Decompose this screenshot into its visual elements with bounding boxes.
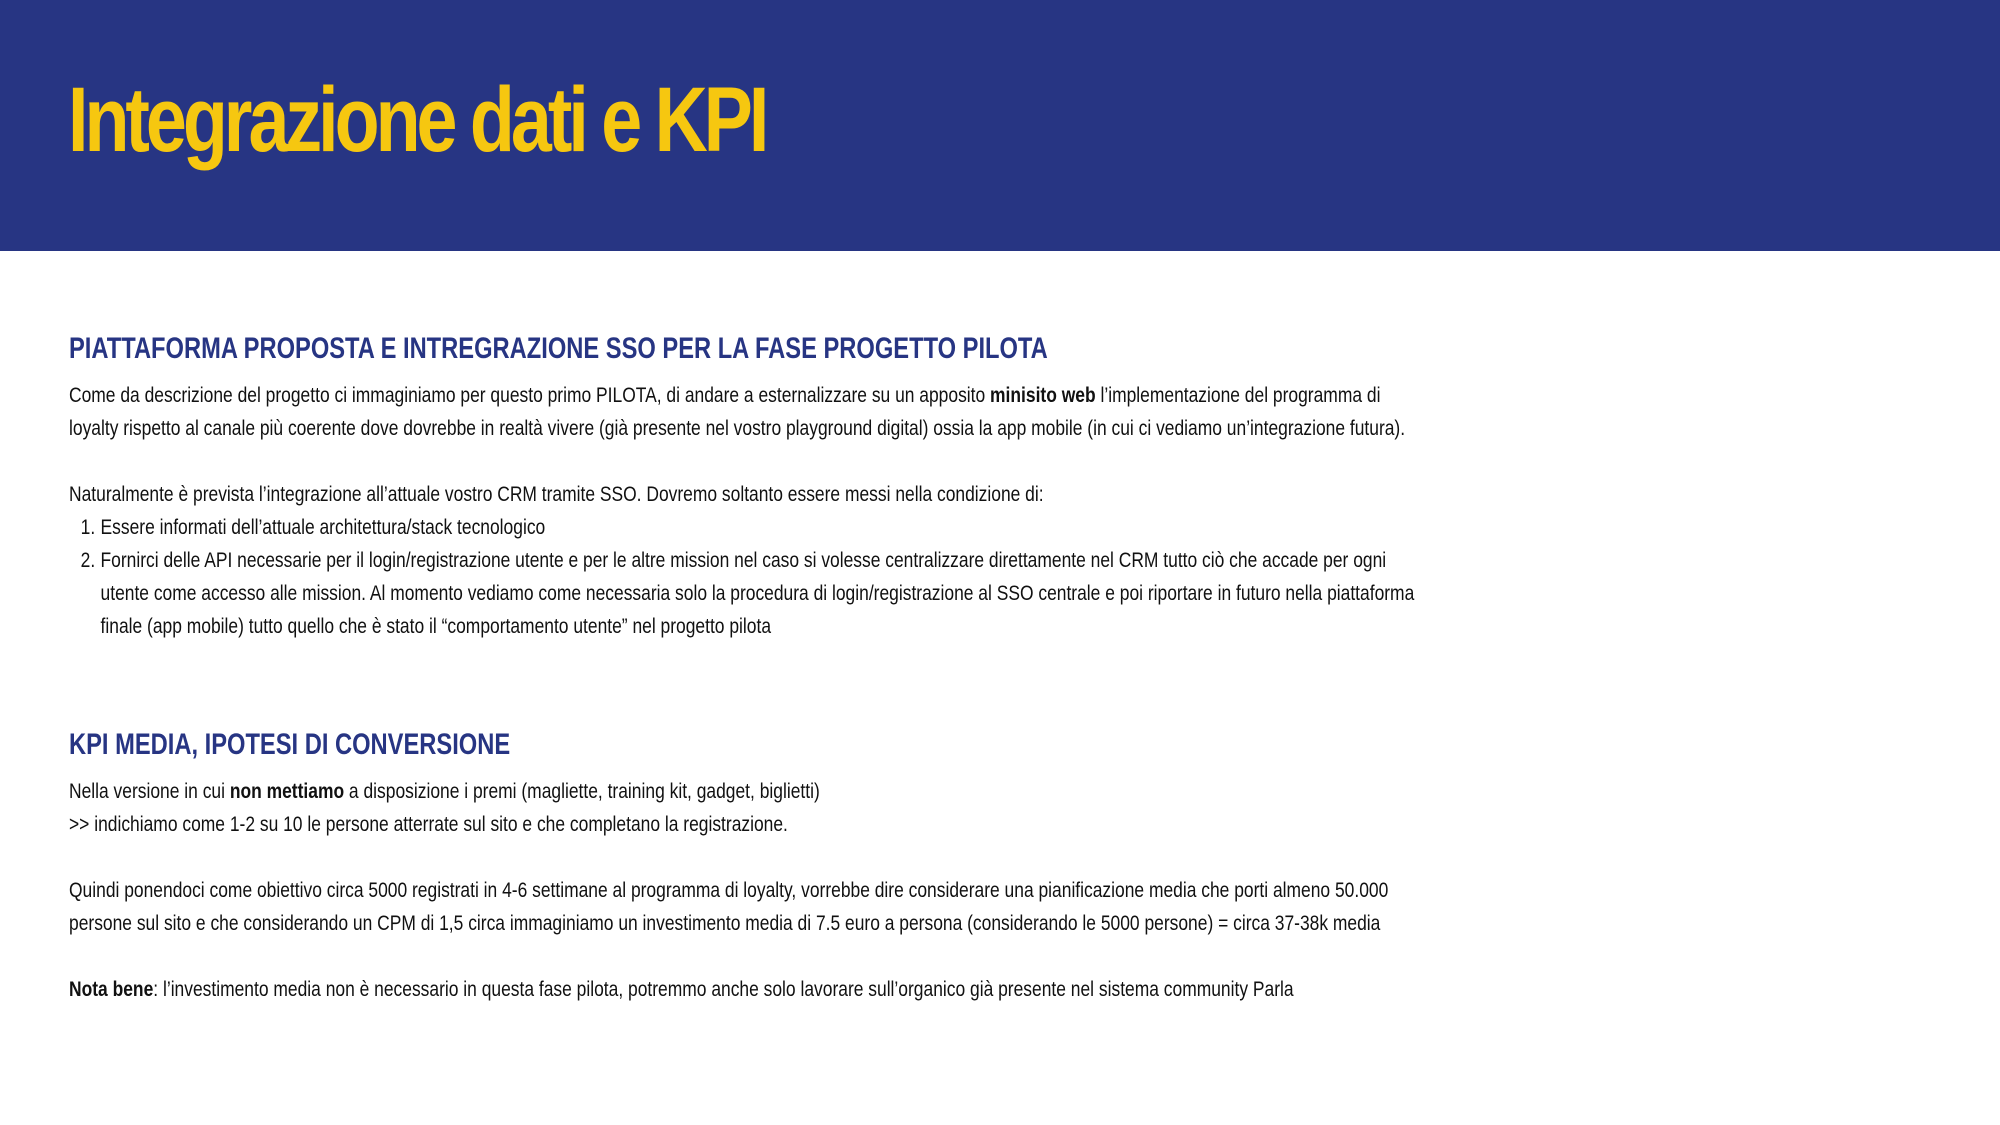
paragraph-intro-text-cont: l’implementazione del programma di <box>1095 384 1381 407</box>
list-item-text: Fornirci delle API necessarie per il login/registrazione utente e per le altre mission nel caso si volesse centralizzare direttamente nel CRM tutto ciò che accade per ogni <box>100 549 1387 572</box>
paragraph-version <box>69 775 1588 808</box>
list-item-text: finale (app mobile) tutto quello che è stato il “comportamento utente” nel progetto pilota <box>100 615 772 638</box>
paragraph-intro-text: Come da descrizione del progetto ci immaginiamo per questo primo PILOTA, di andare a esternalizzare su un apposito <box>69 384 991 407</box>
paragraph-objective-line1: Quindi ponendoci come obiettivo circa 5000 registrati in 4-6 settimane al programma di loyalty, vorrebbe dire considerare una pianificazione media che porti almeno 50.000 <box>69 879 1389 902</box>
paragraph-note <box>69 973 1588 1006</box>
page-title: Integrazione dati e KPI <box>68 69 766 171</box>
paragraph-conversion: >> indichiamo come 1-2 su 10 le persone atterrate sul sito e che completano la registrazione. <box>69 813 788 836</box>
list-item-text: utente come accesso alle mission. Al momento vediamo come necessaria solo la procedura di login/registrazione al SSO centrale e poi riportare in futuro nella piattaforma <box>100 582 1415 605</box>
note-label: Nota bene <box>69 978 154 1001</box>
section-platform <box>69 326 1589 643</box>
section-kpi <box>69 722 1589 1006</box>
paragraph-intro <box>69 379 1588 412</box>
paragraph-objective-line2: persone sul sito e che considerando un CPM di 1,5 circa immaginiamo un investimento media di 7.5 euro a persona (considerando le 5000 persone) = circa 37-38k media <box>69 912 1381 935</box>
minisito-web-emphasis: minisito web <box>990 384 1096 407</box>
section-body-platform <box>69 379 1588 643</box>
header-band <box>0 0 2000 251</box>
list-item-number: 2. <box>80 549 96 572</box>
paragraph-intro-line2: loyalty rispetto al canale più coerente dove dovrebbe in realtà vivere (già presente nel vostro playground digital) ossia la app mobile (in cui ci vediamo un’integrazione futura). <box>69 417 1406 440</box>
section-heading-platform: PIATTAFORMA PROPOSTA E INTREGRAZIONE SSO PER LA FASE PROGETTO PILOTA <box>69 332 1048 365</box>
list-item <box>80 511 1588 544</box>
list-item-number: 1. <box>80 516 96 539</box>
paragraph-version-text: Nella versione in cui <box>69 780 230 803</box>
list-item-text: Essere informati dell’attuale architettura/stack tecnologico <box>100 516 546 539</box>
list-item <box>80 544 1588 643</box>
section-heading-kpi: KPI MEDIA, IPOTESI DI CONVERSIONE <box>69 728 511 761</box>
paragraph-version-text-cont: a disposizione i premi (magliette, training kit, gadget, biglietti) <box>344 780 820 803</box>
non-mettiamo-emphasis: non mettiamo <box>229 780 345 803</box>
requirements-list <box>69 511 1588 643</box>
section-body-kpi <box>69 775 1588 1006</box>
paragraph-crm: Naturalmente è prevista l’integrazione all’attuale vostro CRM tramite SSO. Dovremo soltanto essere messi nella condizione di: <box>69 483 1044 506</box>
note-text: : l’investimento media non è necessario in questa fase pilota, potremmo anche solo lavorare sull’organico già presente nel sistema community Parla <box>153 978 1294 1001</box>
